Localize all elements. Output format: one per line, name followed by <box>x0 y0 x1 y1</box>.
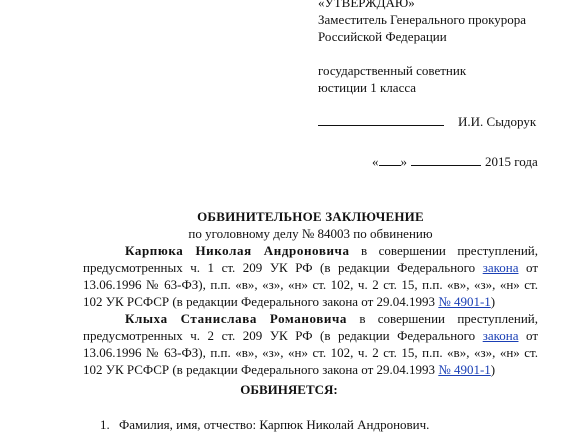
accused2-text1: в совершении преступлений, предусмотренных ч. 2 ст. 209 УК РФ (в редакции Федерального <box>83 311 538 343</box>
list-item <box>100 416 429 433</box>
signature-line <box>318 113 444 126</box>
date-day-blank <box>379 153 401 166</box>
approval-position-line1: Заместитель Генерального прокурора <box>318 12 527 27</box>
date-year: 2015 года <box>485 154 538 169</box>
signatory-name: И.И. Сыдорук <box>458 114 537 129</box>
item-number: 1. <box>100 417 110 432</box>
accused-paragraph-2 <box>83 310 538 378</box>
accused2-law-link[interactable]: закона <box>482 328 519 343</box>
accused2-name: Клыха Станислава Романовича <box>125 311 347 326</box>
signature-row <box>318 113 568 130</box>
approval-date <box>372 153 538 170</box>
item-text: Фамилия, имя, отчество: Карпюк Николай Андронович. <box>119 417 430 432</box>
document-title: ОБВИНИТЕЛЬНОЕ ЗАКЛЮЧЕНИЕ <box>197 209 424 224</box>
accused1-name: Карпюка Николая Андроновича <box>125 243 350 258</box>
accused2-text2: от 13.06.1996 № 63-ФЗ), п.п. «в», «з», «н» ст. 102, ч. 2 ст. 15, п.п. «в», «з», «н» ст. 102 УК РСФСР (в редакции Федерального закона от 29.04.1993 <box>83 328 539 377</box>
date-open-quote: « <box>372 154 379 169</box>
accused1-law-number-link[interactable]: № 4901-1 <box>438 294 491 309</box>
accused1-text3: ) <box>490 294 496 309</box>
approval-rank-line2: юстиции 1 класса <box>318 80 417 95</box>
accused2-text3: ) <box>490 362 496 377</box>
accused-paragraph-1 <box>83 242 538 310</box>
approval-position-line2: Российской Федерации <box>318 29 447 44</box>
accused1-text2: от 13.06.1996 № 63-ФЗ), п.п. «в», «з», «н» ст. 102, ч. 2 ст. 15, п.п. «в», «з», «н» ст. 102 УК РСФСР (в редакции Федерального закона от 29.04.1993 <box>83 260 539 309</box>
date-month-blank <box>411 153 481 166</box>
approval-rank-line1: государственный советник <box>318 63 467 78</box>
document-body <box>83 208 538 378</box>
approval-block <box>318 0 568 130</box>
accused1-text1: в совершении преступлений, предусмотренных ч. 1 ст. 209 УК РФ (в редакции Федерального <box>83 243 538 275</box>
document-subtitle: по уголовному делу № 84003 по обвинению <box>188 226 433 241</box>
accused1-law-link[interactable]: закона <box>482 260 519 275</box>
accused2-law-number-link[interactable]: № 4901-1 <box>438 362 491 377</box>
charged-heading: ОБВИНЯЕТСЯ: <box>240 382 338 397</box>
date-close-quote: » <box>400 154 407 169</box>
approval-heading: «УТВЕРЖДАЮ» <box>318 0 415 10</box>
